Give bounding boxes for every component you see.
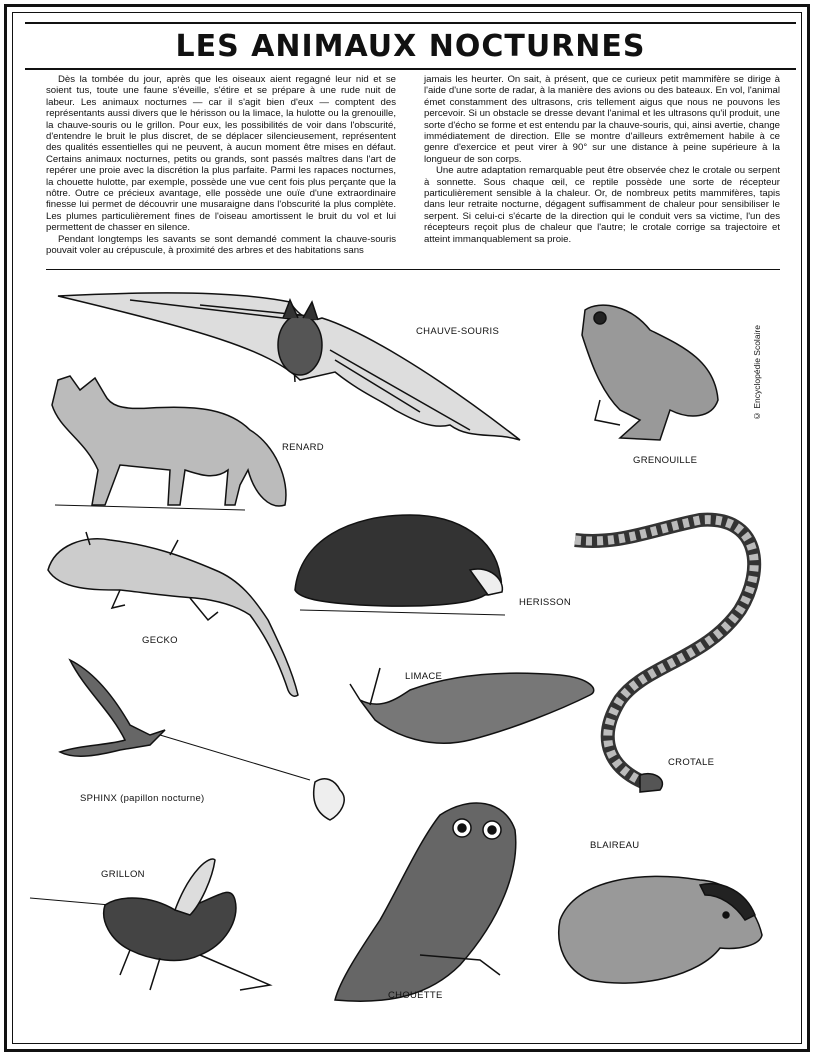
paragraph: jamais les heurter. On sait, à présent, que ce curieux petit mammifère se dirige à l'aide d'une sorte de radar, à la manière des avions ou des bateaux. En vol, l'animal émet constamment des ultrasons, cris tellement aigus que nous ne pouvons les percevoir. Si un obstacle se dresse devant l'animal et les ultrasons qu'il produit, une sorte d'écho se forme et est entendu par la chauve-souris, qui, ainsi avertie, change immédiatement de direction. Elle se montre d'ailleurs extrêmement habile à ce genre d'exercice et peut virer à 90° sur une distance à peine supérieure à la longueur de son corps. [424,74,780,165]
label-crotale: CROTALE [668,757,715,768]
rattlesnake-illustration [575,520,754,792]
copyright-notice: © Encyclopédie Scolaire [752,325,762,421]
label-blaireau: BLAIREAU [590,840,640,851]
label-gecko: GECKO [142,635,178,646]
hedgehog-illustration [295,515,505,615]
owl-illustration [335,803,516,1001]
label-grillon: GRILLON [101,869,145,880]
label-sphinx: SPHINX (papillon nocturne) [80,793,205,804]
label-limace: LIMACE [405,671,443,682]
cricket-illustration [30,859,270,990]
frog-illustration [582,305,718,440]
label-chouette: CHOUETTE [388,990,443,1001]
paragraph: Pendant longtemps les savants se sont demandé comment la chauve-souris pouvait voler au crépuscule, à proximité des arbres et des habitations sans [46,233,396,257]
paragraph: Dès la tombée du jour, après que les oiseaux aient regagné leur nid et se soient tus, toute une faune s'éveille, s'étire et se prépare à une rude nuit de labeur. Les animaux nocturnes — car il s'agit bien d'eux — comptent des représentants aussi divers que le hérisson ou la limace, la hulotte ou la grenouille, la chauve-souris ou le grillon. Pour eux, les possibilités de voir dans l'obscurité, d'entendre le bruit le plus discret, de se déplacer silencieusement, représentent des qualités essentielles qui ne peuvent, à aucun moment être mises en défaut. Certains animaux nocturnes, petits ou grands, sont passés maîtres dans l'art de repérer une proie avec la discrétion la plus parfaite. Parmi les rapaces nocturnes, la chouette hulotte, par exemple, possède une vue cent fois plus perçante que la nôtre. Outre ce précieux avantage, elle possède une ouïe d'une extraordinaire finesse lui permet de découvrir une musaraigne dans l'obscurité la plus complète. Les plumes particulièrement fines de l'oiseau amortissent le bruit du vol et lui permettent de chasser en silence. [46,74,396,234]
label-herisson: HERISSON [519,597,572,608]
label-renard: RENARD [282,442,324,453]
fox-illustration [52,376,286,510]
badger-illustration [559,876,762,983]
slug-illustration [350,668,594,743]
label-chauve-souris: CHAUVE-SOURIS [416,326,500,337]
paragraph: Une autre adaptation remarquable peut être observée chez le crotale ou serpent à sonnette. Sous chaque œil, ce reptile possède une sorte de récepteur particulièrement sensible à la chaleur. Or, de nombreux petits mammifères, tapis dans leur retraite nocturne, dégagent suffisamment de chaleur pour sensibiliser le serpent. Si celui-ci s'écarte de la direction qui le conduit vers sa victime, l'un des récepteurs reçoit plus de chaleur que l'autre; le crotale corrige sa trajectoire et atteint immanquablement sa proie. [424,165,780,245]
label-grenouille: GRENOUILLE [633,455,698,466]
page-title: LES ANIMAUX NOCTURNES [175,28,646,64]
